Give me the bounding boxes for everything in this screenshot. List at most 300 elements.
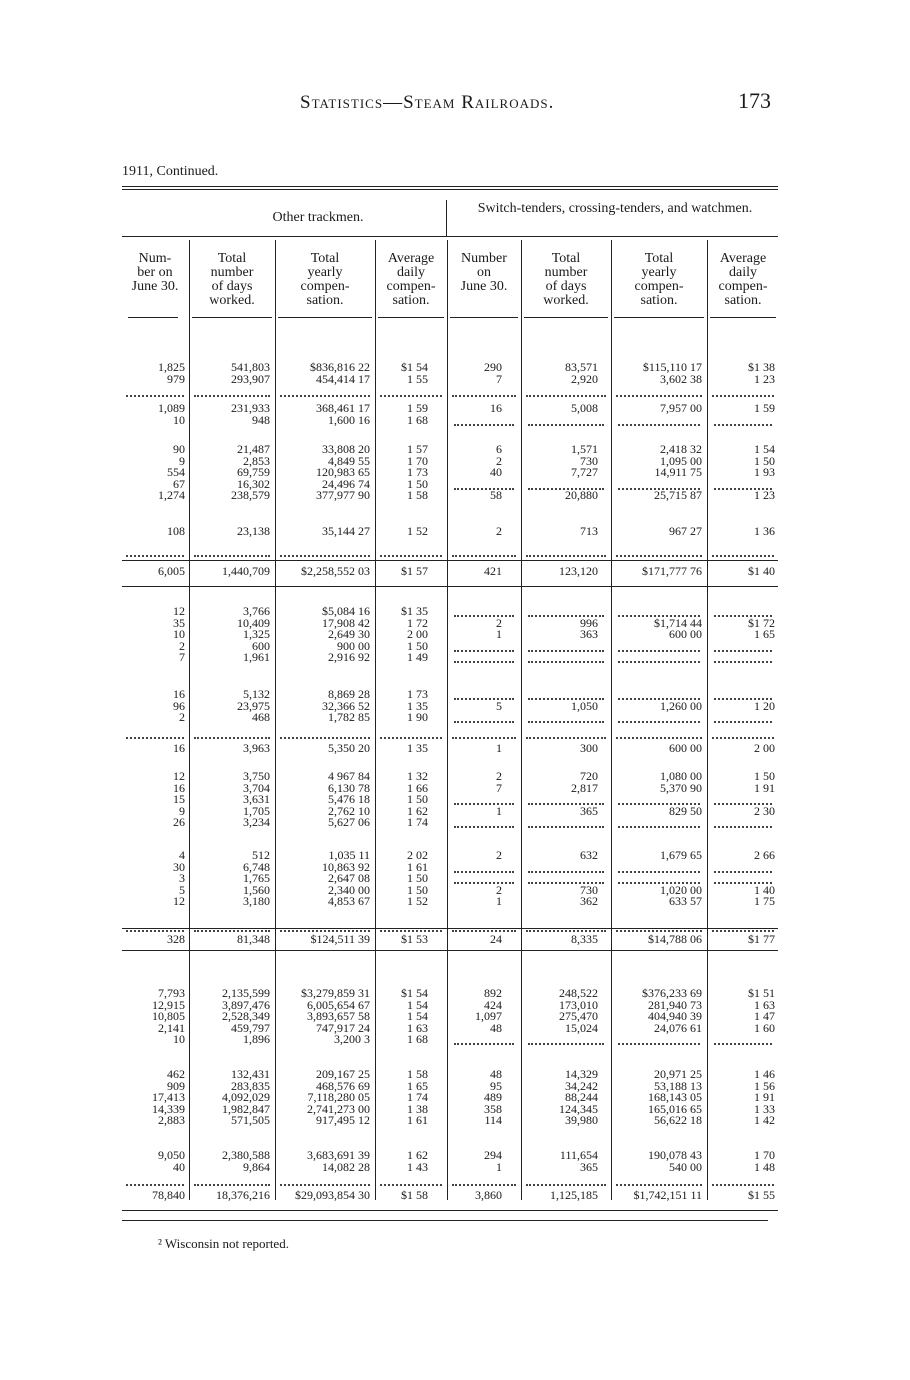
table-cell: 1 73: [407, 465, 428, 480]
table-cell: 1 62: [407, 1148, 428, 1162]
dotted-leader: [526, 395, 606, 397]
table-cell: 1 74: [407, 815, 428, 830]
table-cell: 7: [179, 650, 185, 665]
table-cell: 248,522: [559, 986, 598, 1000]
dotted-leader: [380, 1184, 442, 1186]
table-cell: 2,762 10: [328, 803, 370, 818]
column-header-line: sation.: [724, 293, 762, 308]
column-header-line: worked.: [543, 293, 589, 308]
dotted-leader: [452, 1184, 516, 1186]
dotted-leader: [454, 826, 514, 828]
table-cell: 1,782 85: [328, 710, 370, 725]
table-cell: 20,880: [565, 488, 598, 503]
table-cell: 2 66: [754, 848, 775, 862]
table-cell: 2: [496, 882, 502, 897]
table-cell: 24,076 61: [654, 1020, 702, 1035]
table-cell: 900 00: [337, 638, 370, 653]
table-cell: 948: [252, 412, 270, 427]
table-cell: 730: [580, 882, 598, 897]
table-cell: 404,940 39: [648, 1009, 702, 1024]
column-header-line: Total: [551, 251, 581, 266]
column-header-underline: [710, 317, 776, 318]
table-cell: 1 68: [407, 412, 428, 427]
table-cell: 917,495 12: [316, 1113, 370, 1128]
table-cell: 1 33: [754, 1101, 775, 1116]
dotted-leader: [454, 1043, 514, 1045]
table-cell: 7,727: [571, 465, 598, 480]
table-cell: 1,035 11: [328, 848, 370, 862]
total-rule: [122, 950, 778, 951]
dotted-leader: [126, 930, 184, 932]
dotted-leader: [616, 395, 702, 397]
dotted-leader: [526, 930, 606, 932]
table-cell: $1 35: [401, 604, 428, 618]
dotted-leader: [618, 826, 700, 828]
table-cell: 20,971 25: [654, 1067, 702, 1081]
column-header-line: compen-: [300, 279, 350, 294]
table-cell: 1,050: [571, 698, 598, 713]
table-cell: 16,302: [237, 476, 270, 491]
table-cell: 1 20: [754, 698, 775, 713]
table-cell: 2: [496, 524, 502, 538]
table-cell: 190,078 43: [648, 1148, 702, 1162]
dotted-leader: [712, 1184, 774, 1186]
total-cell: 18,376,216: [216, 1188, 270, 1202]
table-cell: 1 35: [407, 698, 428, 713]
table-cell: 363: [580, 627, 598, 642]
table-cell: 967 27: [669, 524, 702, 538]
table-cell: 10: [173, 627, 185, 642]
table-cell: 67: [173, 476, 185, 491]
column-header-total-yearly-compensation: [612, 252, 706, 308]
table-cell: 365: [580, 803, 598, 818]
table-cell: 16: [173, 687, 185, 701]
group-header-switch-tenders: Switch-tenders, crossing-tenders, and watchmen.: [477, 201, 753, 216]
table-cell: 633 57: [669, 894, 702, 909]
table-cell: 48: [490, 1067, 502, 1081]
table-cell: 468: [252, 710, 270, 725]
table-cell: 114: [484, 1113, 502, 1128]
table-cell: 173,010: [559, 997, 598, 1012]
table-cell: 10,805: [152, 1009, 185, 1024]
total-cell: 3,860: [475, 1188, 502, 1202]
table-cell: 1 50: [407, 792, 428, 807]
table-cell: 12: [173, 604, 185, 618]
table-cell: 1 90: [407, 710, 428, 725]
table-cell: 1 58: [407, 488, 428, 503]
table-cell: 1: [496, 741, 502, 755]
total-cell: 328: [167, 932, 185, 946]
table-cell: 2 00: [754, 741, 775, 755]
table-cell: 377,977 90: [316, 488, 370, 503]
table-cell: 1 54: [754, 442, 775, 456]
table-cell: 14,082 28: [322, 1159, 370, 1174]
table-cell: 10: [173, 1032, 185, 1047]
table-cell: 1 58: [407, 1067, 428, 1081]
table-cell: 4,853 67: [328, 894, 370, 909]
dotted-leader: [528, 871, 604, 873]
dotted-leader: [714, 661, 772, 663]
table-cell: 2,741,273 00: [307, 1101, 370, 1116]
table-cell: 1,961: [243, 650, 270, 665]
table-cell: 53,188 13: [654, 1078, 702, 1093]
table-cell: 165,016 65: [648, 1101, 702, 1116]
dotted-leader: [380, 737, 442, 739]
table-cell: 1 46: [754, 1067, 775, 1081]
table-cell: 5,008: [571, 401, 598, 415]
table-cell: 1 42: [754, 1113, 775, 1128]
table-cell: 25,715 87: [654, 488, 702, 503]
table-cell: 5: [496, 698, 502, 713]
table-cell: 1 70: [407, 453, 428, 468]
total-cell: $14,788 06: [648, 932, 702, 946]
dotted-leader: [452, 930, 516, 932]
total-rule: [122, 586, 778, 587]
table-cell: 1 59: [407, 401, 428, 415]
table-cell: $3,279,859 31: [301, 986, 370, 1000]
table-cell: 2,920: [571, 371, 598, 386]
table-cell: 1 75: [754, 894, 775, 909]
table-cell: 39,980: [565, 1113, 598, 1128]
table-cell: 1: [496, 1159, 502, 1174]
table-cell: 713: [580, 524, 598, 538]
table-cell: 2,817: [571, 780, 598, 795]
table-cell: 459,797: [231, 1020, 270, 1035]
column-header-underline: [524, 317, 608, 318]
table-cell: 554: [167, 465, 185, 480]
table-cell: 1 32: [407, 769, 428, 783]
dotted-leader: [194, 1184, 270, 1186]
table-cell: 4 967 84: [328, 769, 370, 783]
table-cell: 293,907: [231, 371, 270, 386]
group-header-other-trackmen: Other trackmen.: [272, 210, 364, 225]
column-header-line: number: [544, 265, 588, 280]
table-cell: 3,963: [243, 741, 270, 755]
table-cell: 30: [173, 859, 185, 874]
total-rule: [122, 928, 778, 929]
table-cell: 23,138: [237, 524, 270, 538]
table-cell: 1 54: [407, 1009, 428, 1024]
total-cell: 6,005: [158, 564, 185, 578]
table-cell: 1,097: [475, 1009, 502, 1024]
column-header-underline: [378, 317, 444, 318]
table-cell: 3,180: [243, 894, 270, 909]
column-header-line: ber on: [137, 265, 173, 280]
total-cell: 78,840: [152, 1188, 185, 1202]
total-cell: $1 40: [748, 564, 775, 578]
dotted-leader: [618, 650, 700, 652]
table-cell: 1 50: [407, 476, 428, 491]
column-header-number-on-june-30: [122, 252, 188, 294]
footnote: ² Wisconsin not reported.: [158, 1236, 289, 1251]
total-cell: 24: [490, 932, 502, 946]
column-header-line: sation.: [306, 293, 344, 308]
column-header-line: June 30.: [131, 279, 179, 294]
table-cell: 512: [252, 848, 270, 862]
table-cell: 1 35: [407, 741, 428, 755]
table-cell: 462: [167, 1067, 185, 1081]
column-header-underline: [192, 317, 272, 318]
table-cell: 1 43: [407, 1159, 428, 1174]
table-cell: 34,242: [565, 1078, 598, 1093]
table-cell: 231,933: [231, 401, 270, 415]
dotted-leader: [126, 737, 184, 739]
table-cell: 2,853: [243, 453, 270, 468]
table-cell: 23,975: [237, 698, 270, 713]
top-rule: [122, 186, 778, 187]
table-cell: 3,234: [243, 815, 270, 830]
dotted-leader: [712, 737, 774, 739]
column-header-total-days-worked: [522, 252, 610, 308]
table-cell: 4,092,029: [222, 1090, 270, 1105]
table-cell: 600 00: [669, 627, 702, 642]
column-header-underline: [614, 317, 704, 318]
dotted-leader: [714, 721, 772, 723]
table-cell: 1 60: [754, 1020, 775, 1035]
table-cell: 1 36: [754, 524, 775, 538]
table-cell: 2: [179, 710, 185, 725]
group-rule: [122, 236, 778, 237]
table-cell: 424: [484, 997, 502, 1012]
table-cell: 3,200 3: [334, 1032, 370, 1047]
table-cell: 24,496 74: [322, 476, 370, 491]
table-cell: 1 50: [407, 871, 428, 886]
table-cell: 5: [179, 882, 185, 897]
table-cell: 1 50: [407, 638, 428, 653]
table-cell: 124,345: [559, 1101, 598, 1116]
table-cell: 2,883: [158, 1113, 185, 1128]
table-cell: 489: [484, 1090, 502, 1105]
table-cell: 1,095 00: [660, 453, 702, 468]
table-cell: 5,350 20: [328, 741, 370, 755]
table-cell: 3,683,691 39: [307, 1148, 370, 1162]
table-cell: 892: [484, 986, 502, 1000]
dotted-leader: [126, 395, 184, 397]
total-rule: [122, 560, 778, 561]
total-cell: $1 77: [748, 932, 775, 946]
table-cell: 17,908 42: [322, 615, 370, 630]
column-header-underline: [128, 317, 178, 318]
dotted-leader: [714, 424, 772, 426]
bottom-rule: [122, 1210, 778, 1211]
column-header-line: on: [477, 265, 491, 280]
column-header-line: compen-: [718, 279, 768, 294]
total-cell: $1 57: [401, 564, 428, 578]
table-cell: 1 54: [407, 997, 428, 1012]
table-cell: 1 72: [407, 615, 428, 630]
table-cell: 21,487: [237, 442, 270, 456]
table-cell: 1 63: [407, 1020, 428, 1035]
dotted-leader: [618, 721, 700, 723]
table-cell: 4,849 55: [328, 453, 370, 468]
table-cell: 3,897,476: [222, 997, 270, 1012]
table-cell: 7: [496, 371, 502, 386]
table-cell: 600 00: [669, 741, 702, 755]
dotted-leader: [714, 650, 772, 652]
table-cell: 1 62: [407, 803, 428, 818]
column-header-line: of days: [545, 279, 587, 294]
table-cell: 730: [580, 453, 598, 468]
table-cell: 281,940 73: [648, 997, 702, 1012]
table-cell: 7,793: [158, 986, 185, 1000]
table-cell: 10,409: [237, 615, 270, 630]
table-cell: 6,130 78: [328, 780, 370, 795]
table-cell: 2 30: [754, 803, 775, 818]
dotted-leader: [528, 1043, 604, 1045]
dotted-leader: [526, 555, 606, 557]
table-cell: 275,470: [559, 1009, 598, 1024]
table-cell: 1,982,847: [222, 1101, 270, 1116]
table-cell: 996: [580, 615, 598, 630]
column-header-line: sation.: [392, 293, 430, 308]
column-header-number-on-june-30: [448, 252, 520, 294]
table-cell: 1 70: [754, 1148, 775, 1162]
table-cell: 1: [496, 803, 502, 818]
dotted-leader: [126, 1184, 184, 1186]
dotted-leader: [194, 555, 270, 557]
column-header-underline: [278, 317, 372, 318]
table-cell: 720: [580, 769, 598, 783]
dotted-leader: [616, 1184, 702, 1186]
table-cell: 1 65: [754, 627, 775, 642]
dotted-leader: [526, 737, 606, 739]
table-cell: 17,413: [152, 1090, 185, 1105]
dotted-leader: [454, 661, 514, 663]
table-cell: 1 56: [754, 1078, 775, 1093]
dotted-leader: [454, 871, 514, 873]
column-header-line: compen-: [386, 279, 436, 294]
table-cell: 1 52: [407, 524, 428, 538]
total-cell: $1,742,151 11: [633, 1188, 702, 1202]
table-cell: 362: [580, 894, 598, 909]
table-cell: 1 48: [754, 1159, 775, 1174]
dotted-leader: [712, 555, 774, 557]
table-cell: 2 02: [407, 848, 428, 862]
table-cell: 1 65: [407, 1078, 428, 1093]
table-cell: 12: [173, 894, 185, 909]
dotted-leader: [380, 930, 442, 932]
table-cell: 2,916 92: [328, 650, 370, 665]
table-cell: 1,705: [243, 803, 270, 818]
table-cell: 111,654: [559, 1148, 598, 1162]
dotted-leader: [126, 555, 184, 557]
table-cell: 3,602 38: [660, 371, 702, 386]
column-header-underline: [450, 317, 518, 318]
table-cell: 108: [167, 524, 185, 538]
table-cell: 1 93: [754, 465, 775, 480]
table-cell: 5,476 18: [328, 792, 370, 807]
table-cell: 15: [173, 792, 185, 807]
dotted-leader: [528, 721, 604, 723]
table-cell: 2,649 30: [328, 627, 370, 642]
table-cell: 632: [580, 848, 598, 862]
column-header-line: Num-: [138, 251, 172, 266]
table-cell: 12: [173, 769, 185, 783]
table-cell: 3,893,657 58: [307, 1009, 370, 1024]
dotted-leader: [714, 826, 772, 828]
table-cell: $5,084 16: [322, 604, 370, 618]
table-cell: 1,896: [243, 1032, 270, 1047]
column-header-line: yearly: [307, 265, 343, 280]
dotted-leader: [528, 424, 604, 426]
column-header-line: worked.: [209, 293, 255, 308]
dotted-leader: [712, 395, 774, 397]
table-cell: 3: [179, 871, 185, 886]
table-cell: 1 49: [407, 650, 428, 665]
table-cell: 168,143 05: [648, 1090, 702, 1105]
table-cell: 2: [496, 615, 502, 630]
table-cell: 1: [496, 627, 502, 642]
column-header-line: daily: [729, 265, 757, 280]
table-cell: 3,704: [243, 780, 270, 795]
table-cell: 1 23: [754, 371, 775, 386]
dotted-leader: [194, 930, 270, 932]
table-cell: 9,864: [243, 1159, 270, 1174]
table-cell: 48: [490, 1020, 502, 1035]
dotted-leader: [714, 1043, 772, 1045]
table-cell: 10,863 92: [322, 859, 370, 874]
dotted-leader: [452, 395, 516, 397]
table-cell: 88,244: [565, 1090, 598, 1105]
dotted-leader: [380, 395, 442, 397]
table-cell: 300: [580, 741, 598, 755]
table-cell: 1,600 16: [328, 412, 370, 427]
table-cell: 1,765: [243, 871, 270, 886]
table-cell: 209,167 25: [316, 1067, 370, 1081]
table-cell: 1 50: [407, 882, 428, 897]
table-cell: 4: [179, 848, 185, 862]
dotted-leader: [280, 555, 370, 557]
page-number: 173: [738, 88, 771, 113]
table-cell: 5,627 06: [328, 815, 370, 830]
table-cell: 35,144 27: [322, 524, 370, 538]
dotted-leader: [526, 1184, 606, 1186]
table-cell: 294: [484, 1148, 502, 1162]
table-cell: 58: [490, 488, 502, 503]
table-cell: 829 50: [669, 803, 702, 818]
dotted-leader: [194, 737, 270, 739]
table-cell: 1 91: [754, 780, 775, 795]
table-cell: 365: [580, 1159, 598, 1174]
column-header-line: daily: [397, 265, 425, 280]
table-cell: 540 00: [669, 1159, 702, 1174]
table-cell: 2,528,349: [222, 1009, 270, 1024]
table-cell: 15,024: [565, 1020, 598, 1035]
table-cell: 2,340 00: [328, 882, 370, 897]
table-cell: 2: [496, 769, 502, 783]
table-cell: 9,050: [158, 1148, 185, 1162]
column-header-line: Number: [461, 251, 507, 266]
table-cell: 3,631: [243, 792, 270, 807]
column-header-line: of days: [211, 279, 253, 294]
column-header-line: yearly: [641, 265, 677, 280]
table-cell: 1 40: [754, 882, 775, 897]
table-cell: 1 59: [754, 401, 775, 415]
table-cell: 1,274: [158, 488, 185, 503]
table-cell: $1 38: [748, 360, 775, 374]
table-cell: 1 47: [754, 1009, 775, 1024]
table-cell: 1 68: [407, 1032, 428, 1047]
table-cell: 7: [496, 780, 502, 795]
table-cell: 96: [173, 698, 185, 713]
table-cell: 2,135,599: [222, 986, 270, 1000]
total-cell: 421: [484, 564, 502, 578]
table-cell: 2 00: [407, 627, 428, 642]
column-header-line: number: [210, 265, 254, 280]
table-cell: 1,020 00: [660, 882, 702, 897]
total-cell: 81,348: [237, 932, 270, 946]
table-cell: $1 54: [401, 360, 428, 374]
